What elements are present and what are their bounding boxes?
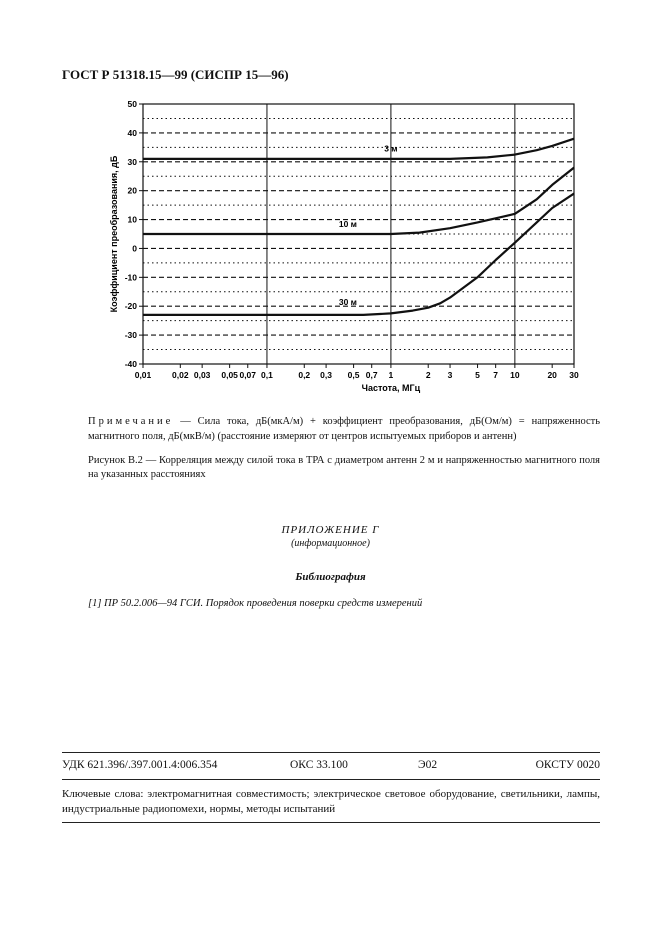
appendix-subtitle: (информационное) <box>291 538 370 549</box>
x-tick-label: 0,5 <box>347 370 360 380</box>
x-tick-label: 2 <box>425 370 431 380</box>
appendix-title: ПРИЛОЖЕНИЕ Г <box>281 524 380 536</box>
x-tick-label: 0,05 <box>221 370 238 380</box>
chart-tick-labels <box>125 99 579 380</box>
y-tick-label: 40 <box>127 127 137 138</box>
x-axis-label: Частота, МГц <box>361 383 421 393</box>
group-code: Э02 <box>418 759 438 771</box>
x-tick-label: 0,02 <box>172 370 189 380</box>
keywords: Ключевые слова: электромагнитная совместимость; электрическое световое оборудование, светильники, лампы, индустриальные радиопомехи, нормы, методы испытаний <box>62 788 600 815</box>
chart-curves <box>143 139 574 315</box>
x-tick-label: 1 <box>388 370 394 380</box>
figure-caption: Рисунок В.2 — Корреляция между силой тока в ТРА с диаметром антенн 2 м и напряженностью магнитного поля на указанных расстояниях <box>88 455 600 480</box>
footer-bottom-rule <box>62 822 600 823</box>
y-tick-label: -30 <box>124 330 137 341</box>
y-tick-label: -10 <box>124 272 137 283</box>
figure-note <box>88 414 600 444</box>
okstu-code: ОКСТУ 0020 <box>535 759 600 771</box>
y-tick-label: 30 <box>127 156 137 167</box>
note-text: — Сила тока, дБ(мкА/м) + коэффициент преобразования, дБ(Ом/м) = напряженность магнитного поля, дБ(мкВ/м) (расстояние измеряют от центров испытуемых приборов и антенн) <box>88 416 600 442</box>
bibliography-title: Библиография <box>295 571 366 583</box>
series-label: 10 м <box>338 218 357 229</box>
conversion-factor-chart <box>0 0 661 400</box>
udk-code: УДК 621.396/.397.001.4:006.354 <box>62 759 218 771</box>
x-tick-label: 10 <box>510 370 520 380</box>
y-tick-label: -20 <box>124 301 137 312</box>
x-tick-label: 7 <box>493 370 499 380</box>
bibliography-item: [1] ПР 50.2.006—94 ГСИ. Порядок проведения поверки средств измерений <box>88 598 423 609</box>
x-tick-label: 0,3 <box>320 370 333 380</box>
y-tick-label: 20 <box>127 185 137 196</box>
footer-mid-rule <box>62 779 600 780</box>
x-tick-label: 5 <box>475 370 480 380</box>
y-axis-label: Коэффициент преобразования, дБ <box>109 155 119 313</box>
series-label: 3 м <box>384 143 398 154</box>
x-tick-label: 30 <box>569 370 579 380</box>
chart-axes <box>139 104 574 368</box>
x-tick-label: 3 <box>447 370 453 380</box>
y-tick-label: 10 <box>127 214 137 225</box>
oks-code: ОКС 33.100 <box>290 759 348 771</box>
series-line <box>143 139 574 159</box>
series-label: 30 м <box>338 296 357 307</box>
x-tick-label: 0,01 <box>134 370 152 380</box>
series-line <box>143 194 574 315</box>
y-tick-label: -40 <box>124 359 137 369</box>
x-tick-label: 0,07 <box>239 370 257 380</box>
x-tick-label: 0,2 <box>298 370 311 380</box>
x-tick-label: 0,1 <box>261 370 273 380</box>
page-header: ГОСТ Р 51318.15—99 (СИСПР 15—96) <box>62 67 289 82</box>
footer-top-rule <box>62 752 600 753</box>
x-tick-label: 0,7 <box>365 370 378 380</box>
y-tick-label: 0 <box>132 243 137 254</box>
x-tick-label: 0,03 <box>193 370 211 380</box>
x-tick-label: 20 <box>547 370 557 380</box>
note-lead: Примечание <box>88 416 174 427</box>
series-line <box>143 168 574 234</box>
y-tick-label: 50 <box>127 99 137 109</box>
